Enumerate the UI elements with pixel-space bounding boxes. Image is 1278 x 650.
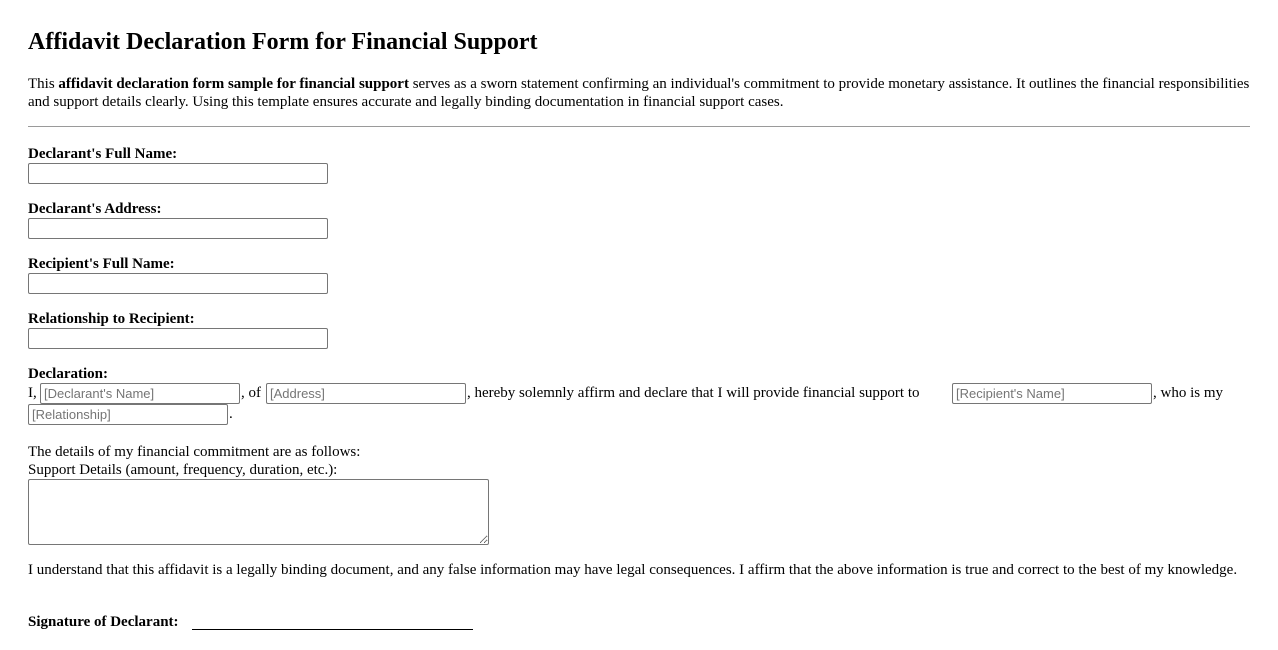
- declarant-address-label: Declarant's Address:: [28, 201, 162, 217]
- relationship-label: Relationship to Recipient:: [28, 311, 195, 327]
- signature-label: Signature of Declarant:: [28, 614, 179, 630]
- declaration-name-input[interactable]: [40, 383, 240, 404]
- declaration-affirm-text: , hereby solemnly affirm and declare that I will provide financial support to: [467, 385, 920, 401]
- declaration-relationship-input[interactable]: [28, 404, 228, 425]
- signature-row: [28, 613, 179, 631]
- declaration-end-text: .: [229, 406, 233, 422]
- declarant-name-label: Declarant's Full Name:: [28, 146, 178, 162]
- signature-line[interactable]: [192, 629, 473, 630]
- declaration-prefix: I,: [28, 385, 37, 401]
- recipient-name-label: Recipient's Full Name:: [28, 256, 175, 272]
- declaration-who-text: , who is my: [1153, 385, 1224, 401]
- declarant-address-input[interactable]: [28, 218, 328, 239]
- commitment-intro: The details of my financial commitment are as follows:: [28, 444, 361, 460]
- relationship-input[interactable]: [28, 328, 328, 349]
- declaration-recipient-input[interactable]: [952, 383, 1152, 404]
- horizontal-divider: [28, 126, 1250, 127]
- intro-lead: This: [28, 76, 59, 92]
- declaration-address-input[interactable]: [266, 383, 466, 404]
- declaration-of-text: , of: [241, 385, 261, 401]
- closing-statement: I understand that this affidavit is a legally binding document, and any false information may have legal consequences. I affirm that the above information is true and correct to the best of my knowledge.: [28, 562, 1238, 578]
- declarant-name-input[interactable]: [28, 163, 328, 184]
- recipient-name-input[interactable]: [28, 273, 328, 294]
- intro-bold-phrase: affidavit declaration form sample for financial support: [58, 76, 409, 92]
- intro-rest: serves as a sworn statement confirming an individual's commitment to provide monetary assistance. It outlines the financial responsibilities and support details clearly. Using this template ensures accurate and legally binding documentation in financial support cases.: [28, 76, 1250, 110]
- support-details-label: Support Details (amount, frequency, duration, etc.):: [28, 462, 338, 478]
- page-title: Affidavit Declaration Form for Financial Support: [28, 29, 538, 55]
- intro-paragraph: [28, 75, 1250, 111]
- support-details-textarea[interactable]: [28, 479, 489, 545]
- declaration-heading: Declaration:: [28, 366, 108, 382]
